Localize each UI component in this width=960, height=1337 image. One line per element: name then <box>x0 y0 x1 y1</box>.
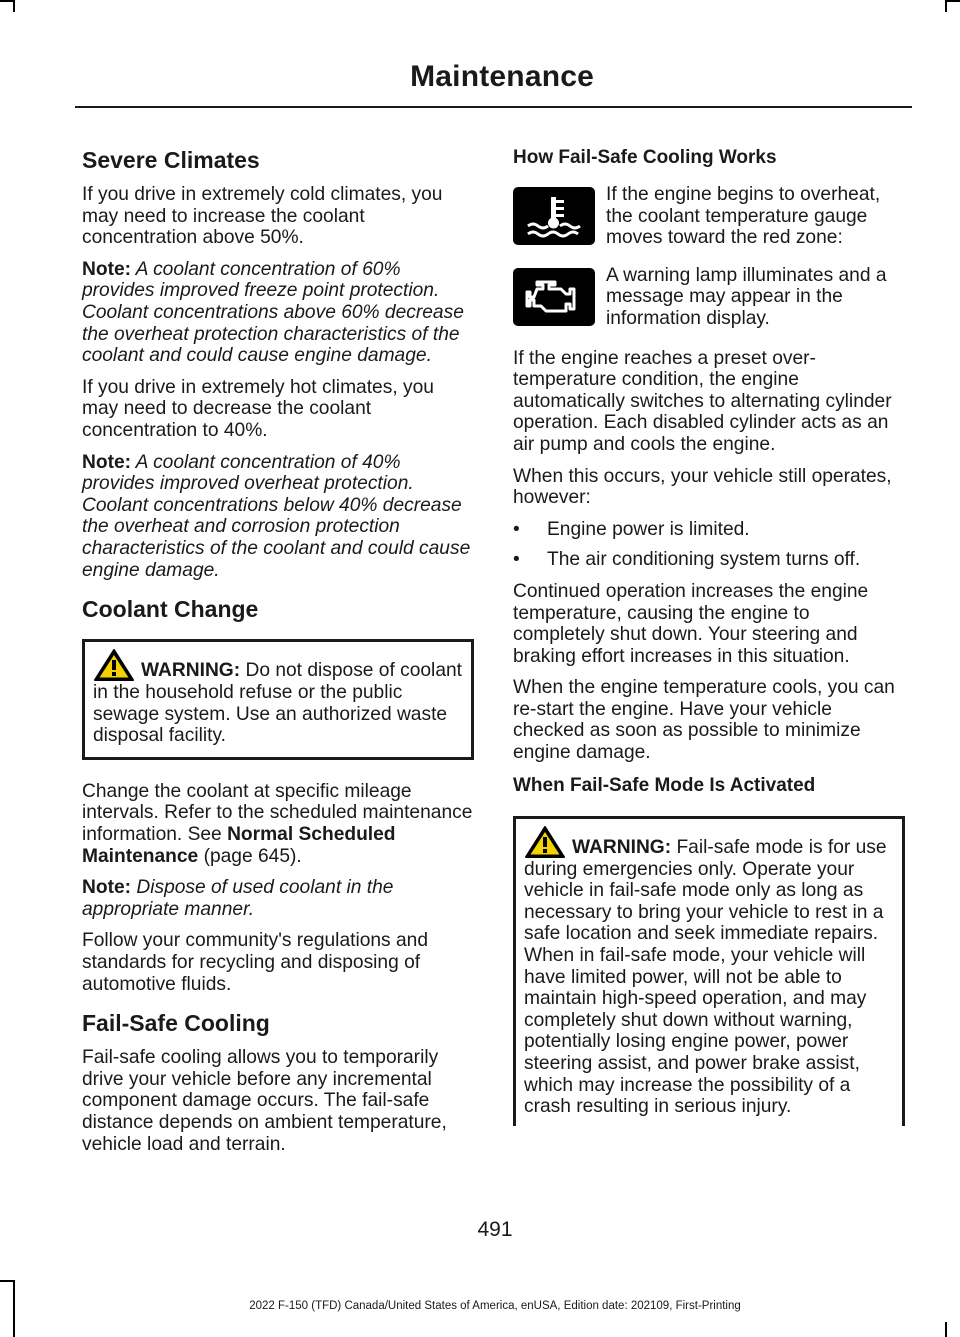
paragraph-text: Change the coolant at specific mileage intervals. Refer to the scheduled maintenance information. See <box>82 780 473 846</box>
page-title: Maintenance <box>410 60 594 93</box>
note-text: A coolant concentration of 40% provides improved overheat protection. Coolant concentrations below 40% decrease the overheat and corrosion protection characteristics of the coolant and could cause engine damage. <box>82 451 471 581</box>
warning-text: Do not dispose of coolant in the household refuse or the public sewage system. Use an authorized waste disposal facility. <box>93 660 462 747</box>
right-column <box>513 146 905 1126</box>
crop-mark <box>945 0 947 12</box>
list-item <box>513 519 905 541</box>
bullet-icon: • <box>513 518 520 540</box>
severe-climates-heading: Severe Climates <box>82 147 260 173</box>
fail-safe-mode-heading: When Fail-Safe Mode Is Activated <box>513 774 816 796</box>
list-item-text: Engine power is limited. <box>547 518 750 540</box>
crop-mark <box>0 0 13 2</box>
warning-label: WARNING: <box>572 836 672 858</box>
footer-edition-info: 2022 F-150 (TFD) Canada/United States of America, enUSA, Edition date: 202109, First-Printing <box>249 1300 741 1312</box>
page-number: 491 <box>477 1218 513 1241</box>
warning-text: Fail-safe mode is for use during emergencies only. Operate your vehicle in fail-safe mode only as long as necessary to bring your vehicle to rest in a safe location and seek immediate repairs. When in fail-safe mode, your vehicle will have limited power, will not be able to maintain high-speed operation, and may completely shut down without warning, potentially losing engine power, power steering assist, and power brake assist, which may increase the possibility of a crash resulting in serious injury. <box>524 836 887 1118</box>
paragraph: If you drive in extremely cold climates, you may need to increase the coolant concentration above 50%. <box>82 184 443 249</box>
note-label: Note: <box>82 451 132 473</box>
note-text: Dispose of used coolant in the appropriate manner. <box>82 877 394 920</box>
how-fail-safe-heading: How Fail-Safe Cooling Works <box>513 147 777 168</box>
note <box>82 259 474 367</box>
paragraph: When the engine temperature cools, you can re-start the engine. Have your vehicle checked as soon as possible to minimize engine damage. <box>513 677 895 764</box>
icon-row <box>513 265 905 330</box>
crop-mark <box>945 1322 947 1337</box>
note <box>82 877 474 920</box>
warning-triangle-icon <box>93 648 135 682</box>
check-engine-icon <box>513 268 595 326</box>
warning-box <box>513 816 905 1126</box>
list-item <box>513 549 905 571</box>
list-item-text: The air conditioning system turns off. <box>547 549 861 571</box>
crop-mark <box>947 0 960 2</box>
fail-safe-cooling-heading: Fail-Safe Cooling <box>82 1010 270 1037</box>
paragraph: When this occurs, your vehicle still operates, however: <box>513 465 892 509</box>
coolant-temperature-icon <box>513 187 595 245</box>
paragraph: If the engine reaches a preset over-temperature condition, the engine automatically switches to alternating cylinder operation. Each disabled cylinder acts as an air pump and cools the engine. <box>513 347 892 455</box>
note-label: Note: <box>82 877 132 899</box>
paragraph <box>82 781 474 867</box>
bullet-list <box>513 519 905 571</box>
engine-icon <box>523 277 585 317</box>
note <box>82 452 474 582</box>
warning-label: WARNING: <box>141 660 241 682</box>
crop-mark <box>13 0 15 12</box>
cross-reference-link[interactable]: Normal Scheduled Maintenance <box>82 824 396 867</box>
warning-box <box>82 639 474 760</box>
note-text: A coolant concentration of 60% provides improved freeze point protection. Coolant concentrations above 60% decrease the overheat protection characteristics of the coolant and could cause engine damage. <box>82 258 464 367</box>
warning-triangle-icon <box>524 825 566 859</box>
left-column <box>82 146 474 1165</box>
bullet-icon: • <box>513 549 520 571</box>
page-reference: (page 645). <box>198 845 302 867</box>
note-label: Note: <box>82 258 132 280</box>
crop-mark <box>0 1280 13 1282</box>
coolant-change-heading: Coolant Change <box>82 596 259 623</box>
paragraph: Continued operation increases the engine temperature, causing the engine to completely shut down. Your steering and braking effort increases in this situation. <box>513 580 869 667</box>
icon-description: If the engine begins to overheat, the coolant temperature gauge moves toward the red zone: <box>606 184 881 249</box>
icon-description: A warning lamp illuminates and a message may appear in the information display. <box>606 264 887 329</box>
icon-row <box>513 184 905 249</box>
paragraph: If you drive in extremely hot climates, you may need to decrease the coolant concentration to 40%. <box>82 376 434 441</box>
paragraph: Fail-safe cooling allows you to temporarily drive your vehicle before any incremental component damage occurs. The fail-safe distance depends on ambient temperature, vehicle load and terrain. <box>82 1047 447 1155</box>
header-divider <box>75 106 912 108</box>
paragraph: Follow your community's regulations and standards for recycling and disposing of automotive fluids. <box>82 930 428 995</box>
thermometer-waves-icon <box>524 192 584 240</box>
